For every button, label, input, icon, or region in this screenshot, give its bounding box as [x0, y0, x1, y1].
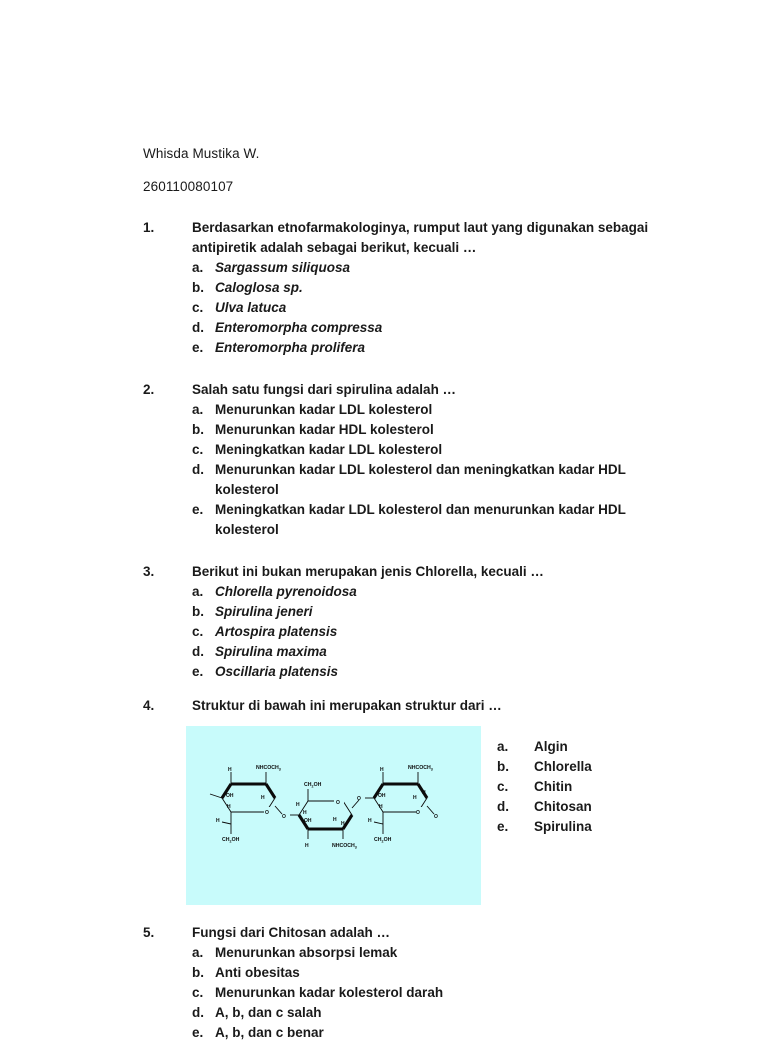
svg-text:H: H [261, 795, 265, 801]
option-letter: a. [192, 584, 204, 599]
question-3 [143, 562, 683, 682]
svg-text:O: O [434, 814, 438, 820]
option-label: Meningkatkan kadar LDL kolesterol dan menurunkan kadar HDL kolesterol [215, 502, 626, 537]
svg-text:O: O [357, 796, 361, 802]
svg-text:H: H [303, 810, 307, 816]
option-item[interactable] [192, 460, 683, 500]
option-item[interactable] [192, 258, 683, 278]
svg-text:H: H [296, 802, 300, 808]
option-letter: a. [497, 739, 509, 754]
chitin-structure-svg [186, 726, 481, 905]
svg-text:O: O [265, 810, 269, 816]
svg-text:NHCOCH3: $NHCOCH_3$ [332, 843, 357, 850]
svg-text:H: H [305, 843, 309, 849]
option-letter: e. [192, 502, 204, 517]
question-4-heading [143, 696, 683, 716]
option-label: Chitosan [534, 799, 592, 814]
question-3-options [192, 582, 683, 682]
option-label: Spirulina jeneri [215, 604, 313, 619]
option-letter: e. [497, 819, 509, 834]
option-item[interactable] [192, 338, 683, 358]
option-label: Chlorella pyrenoidosa [215, 584, 357, 599]
question-1-text: Berdasarkan etnofarmakologinya, rumput laut yang digunakan sebagai antipiretik adalah sebagai berikut, kecuali … [192, 220, 649, 255]
option-label: Ulva latuca [215, 300, 287, 315]
svg-text:OH: OH [378, 793, 386, 799]
option-label: Caloglosa sp. [215, 280, 303, 295]
option-letter: a. [192, 260, 204, 275]
svg-text:NHCOCH3: $NHCOCH_3$ [256, 765, 281, 772]
question-3-number: 3. [143, 564, 155, 579]
svg-text:H: H [368, 818, 372, 824]
option-letter: b. [192, 422, 204, 437]
question-2-options [192, 400, 683, 540]
option-item[interactable] [192, 943, 683, 963]
option-letter: d. [497, 799, 509, 814]
question-4-figure-area [186, 726, 683, 905]
chitin-structure-diagram [186, 726, 481, 905]
option-label: Anti obesitas [215, 965, 300, 980]
option-item[interactable] [192, 420, 683, 440]
svg-text:H: H [228, 767, 232, 773]
question-2-number: 2. [143, 382, 155, 397]
option-letter: c. [192, 442, 204, 457]
option-label: Menurunkan kadar LDL kolesterol [215, 402, 433, 417]
option-item[interactable] [497, 797, 592, 817]
question-4-text: Struktur di bawah ini merupakan struktur dari … [192, 698, 502, 713]
option-label: Menurunkan kadar HDL kolesterol [215, 422, 434, 437]
option-item[interactable] [192, 318, 683, 338]
option-letter: e. [192, 340, 204, 355]
question-2-text: Salah satu fungsi dari spirulina adalah … [192, 382, 457, 397]
option-label: Spirulina [534, 819, 592, 834]
option-letter: c. [192, 300, 204, 315]
option-label: Algin [534, 739, 568, 754]
question-5 [143, 923, 683, 1043]
option-letter: d. [192, 644, 204, 659]
option-letter: c. [497, 779, 509, 794]
svg-text:CH2OH: $CH_2OH$ [222, 837, 240, 844]
question-2 [143, 380, 683, 540]
svg-text:H: H [227, 804, 231, 810]
option-label: Enteromorpha compressa [215, 320, 383, 335]
option-item[interactable] [192, 662, 683, 682]
question-4-number: 4. [143, 698, 155, 713]
option-letter: a. [192, 402, 204, 417]
option-label: Sargassum siliquosa [215, 260, 351, 275]
question-2-heading [143, 380, 683, 400]
svg-text:OH: OH [226, 793, 234, 799]
svg-text:O: O [416, 810, 420, 816]
option-letter: c. [192, 985, 204, 1000]
svg-text:O: O [282, 814, 286, 820]
svg-text:H: H [422, 790, 426, 796]
option-item[interactable] [497, 737, 592, 757]
option-letter: d. [192, 462, 204, 477]
option-label: A, b, dan c benar [215, 1025, 324, 1040]
question-1 [143, 218, 683, 358]
question-1-number: 1. [143, 220, 155, 235]
option-item[interactable] [497, 757, 592, 777]
question-5-number: 5. [143, 925, 155, 940]
option-item[interactable] [192, 1023, 683, 1043]
svg-text:CH2OH: $CH_2OH$ [304, 782, 322, 789]
option-label: Spirulina maxima [215, 644, 327, 659]
svg-text:H: H [216, 818, 220, 824]
option-label: Chitin [534, 779, 573, 794]
option-item[interactable] [192, 983, 683, 1003]
question-4 [143, 696, 683, 905]
question-4-options [497, 737, 592, 837]
svg-text:NHCOCH3: $NHCOCH_3$ [408, 765, 433, 772]
option-label: A, b, dan c salah [215, 1005, 322, 1020]
svg-text:H: H [379, 804, 383, 810]
option-letter: b. [192, 280, 204, 295]
option-item[interactable] [192, 642, 683, 662]
option-letter: c. [192, 624, 204, 639]
option-letter: b. [497, 759, 509, 774]
question-1-options [192, 258, 683, 358]
svg-text:H: H [333, 817, 337, 823]
question-3-text: Berikut ini bukan merupakan jenis Chlorella, kecuali … [192, 564, 544, 579]
option-letter: d. [192, 1005, 204, 1020]
option-item[interactable] [497, 817, 592, 837]
option-item[interactable] [192, 622, 683, 642]
option-letter: b. [192, 604, 204, 619]
question-5-text: Fungsi dari Chitosan adalah … [192, 925, 391, 940]
svg-text:OH: OH [304, 818, 312, 824]
option-letter: e. [192, 664, 204, 679]
option-item[interactable] [497, 777, 592, 797]
option-label: Menurunkan kadar kolesterol darah [215, 985, 444, 1000]
author-name: Whisda Mustika W. [143, 146, 260, 161]
question-1-heading [143, 218, 683, 258]
option-item[interactable] [192, 298, 683, 318]
svg-text:H: H [380, 767, 384, 773]
option-item[interactable] [192, 500, 683, 540]
option-item[interactable] [192, 963, 683, 983]
option-item[interactable] [192, 440, 683, 460]
option-label: Enteromorpha prolifera [215, 340, 366, 355]
option-label: Menurunkan kadar LDL kolesterol dan meningkatkan kadar HDL kolesterol [215, 462, 626, 497]
question-5-heading [143, 923, 683, 943]
option-label: Artospira platensis [215, 624, 338, 639]
option-label: Menurunkan absorpsi lemak [215, 945, 398, 960]
option-label: Meningkatkan kadar LDL kolesterol [215, 442, 443, 457]
option-item[interactable] [192, 278, 683, 298]
option-item[interactable] [192, 602, 683, 622]
option-letter: b. [192, 965, 204, 980]
option-item[interactable] [192, 1003, 683, 1023]
question-5-options [192, 943, 683, 1043]
svg-text:CH2OH: $CH_2OH$ [374, 837, 392, 844]
option-label: Chlorella [534, 759, 592, 774]
student-id: 260110080107 [143, 179, 234, 194]
svg-text:O: O [336, 800, 340, 806]
option-letter: e. [192, 1025, 204, 1040]
question-3-heading [143, 562, 683, 582]
option-label: Oscillaria platensis [215, 664, 339, 679]
option-item[interactable] [192, 400, 683, 420]
option-letter: d. [192, 320, 204, 335]
svg-text:H: H [413, 795, 417, 801]
document-body [143, 145, 683, 1043]
svg-text:H: H [341, 821, 345, 827]
option-letter: a. [192, 945, 204, 960]
option-item[interactable] [192, 582, 683, 602]
